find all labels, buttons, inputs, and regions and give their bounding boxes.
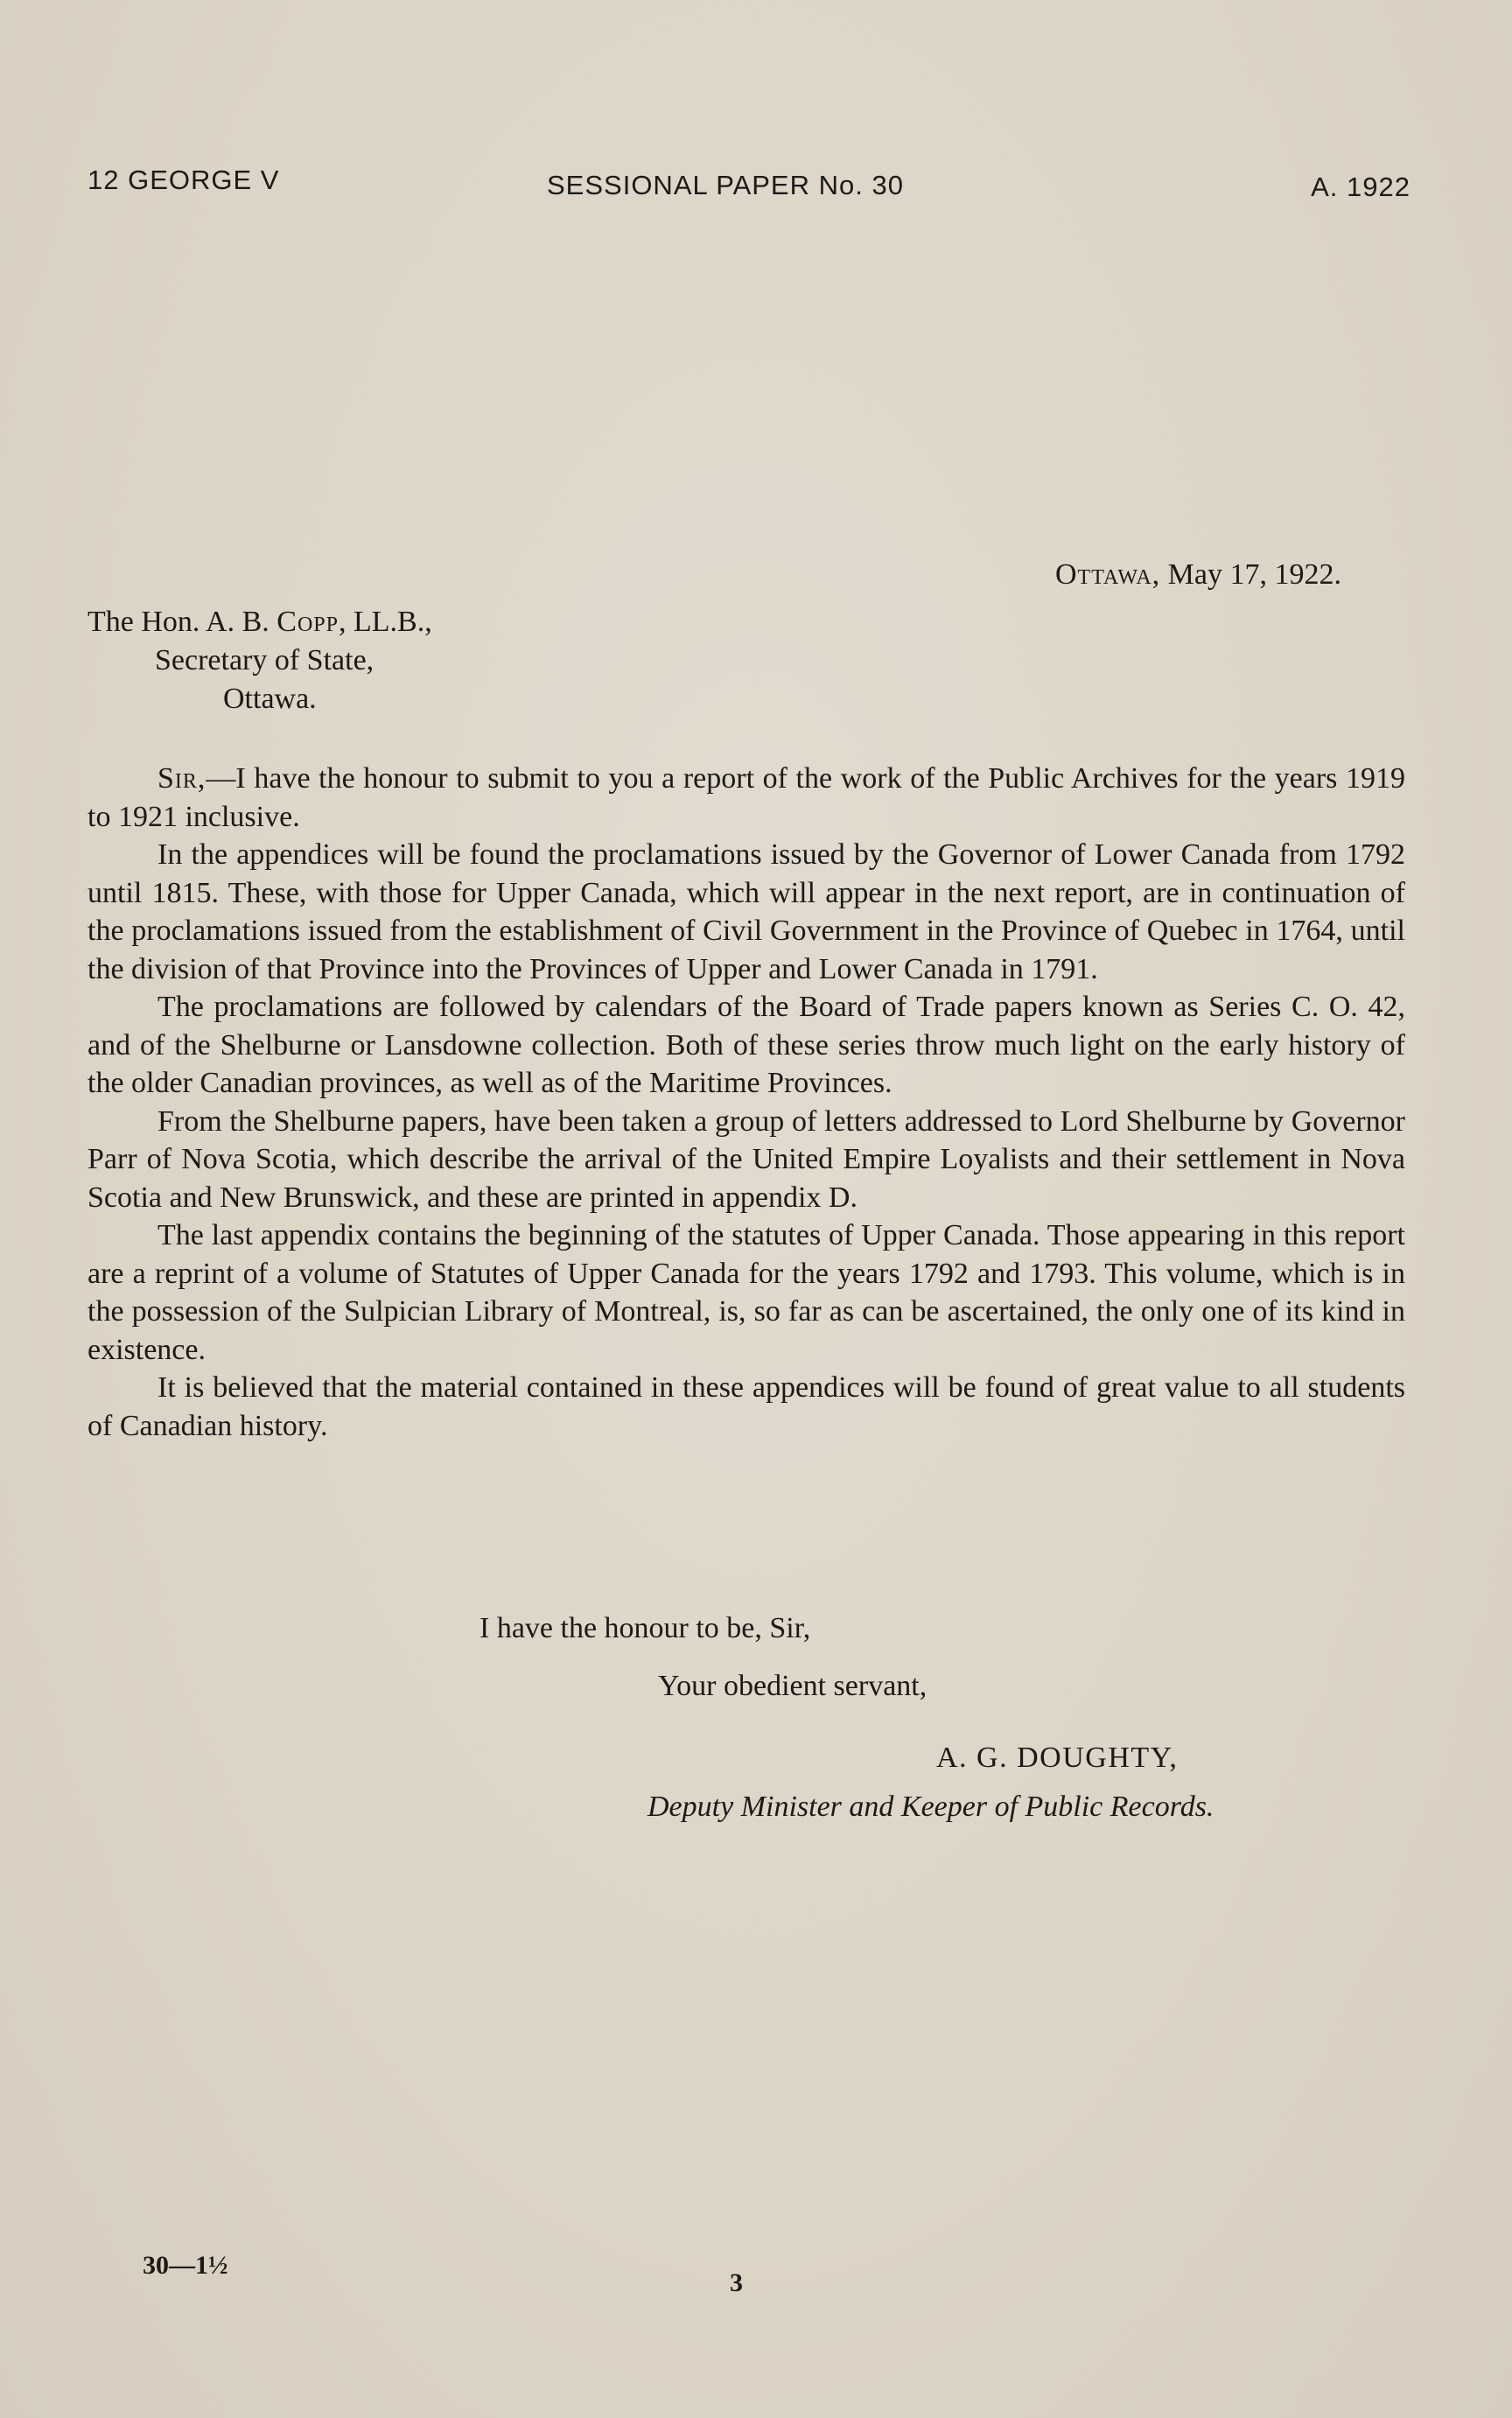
addressee-surname: Copp [276,606,339,638]
paragraph-3: The proclamations are followed by calendars of the Board of Trade papers known as Series C. O. 42, and of the Shelburne or Lansdowne collection. Both of these series throw much light on the early history of the older Canadian provinces, as well as of the Maritime Provinces. [88,991,1405,1099]
paragraph-5: The last appendix contains the beginning of the statutes of Upper Canada. Those appearing in this report are a reprint of a volume of Statutes of Upper Canada for the years 1792 and 1793. This volume, which is in the possession of the Sulpician Library of Montreal, is, so far as can be ascertained, the only one of its kind in existence. [88,1219,1405,1366]
paragraph-6: It is believed that the material contained in these appendices will be found of great value to all students of Canadian history. [88,1371,1405,1442]
letter-body [88,760,1405,1445]
header-regnal-year: 12 GEORGE V [88,165,280,195]
closing-valediction: Your obedient servant, [658,1670,928,1702]
salutation: Sir, [158,762,206,795]
paragraph-4: From the Shelburne papers, have been taken a group of letters addressed to Lord Shelburne by Governor Parr of Nova Scotia, which describe the arrival of the United Empire Loyalists and their settlement in Nova Scotia and New Brunswick, and these are printed in appendix D. [88,1104,1405,1214]
paragraph-1 [88,760,1405,836]
dateline [1055,557,1341,593]
dateline-date: May 17, 1922. [1167,558,1341,591]
paragraph-1-text: —I have the honour to submit to you a report of the work of the Public Archives for the years 1919 to 1921 inclusive. [88,762,1405,833]
dateline-place: Ottawa, [1054,558,1161,591]
signature-name: A. G. DOUGHTY, [936,1742,1179,1774]
header-year: A. 1922 [1311,172,1410,202]
addressee-block [88,604,432,719]
closing-phrase: I have the honour to be, Sir, [480,1612,811,1644]
addressee-degree: , LL.B., [339,606,432,638]
addressee-city: Ottawa. [223,683,317,715]
running-header [88,165,1410,208]
addressee-prefix: The Hon. A. B. [88,606,277,638]
header-sessional-paper: SESSIONAL PAPER No. 30 [547,170,904,200]
printer-signature-mark: 30—1½ [143,2251,228,2280]
signature-title: Deputy Minister and Keeper of Public Records. [648,1791,1214,1823]
paragraph-2: In the appendices will be found the proclamations issued by the Governor of Lower Canada from 1792 until 1815. These, with those for Upper Canada, which will appear in the next report, are in continuation of the proclamations issued from the establishment of Civil Government in the Province of Quebec in 1764, until the division of that Province into the Provinces of Upper and Lower Canada in 1791. [88,838,1405,985]
addressee-name-line [88,604,432,642]
addressee-office: Secretary of State, [155,644,374,676]
page-number: 3 [730,2268,743,2297]
